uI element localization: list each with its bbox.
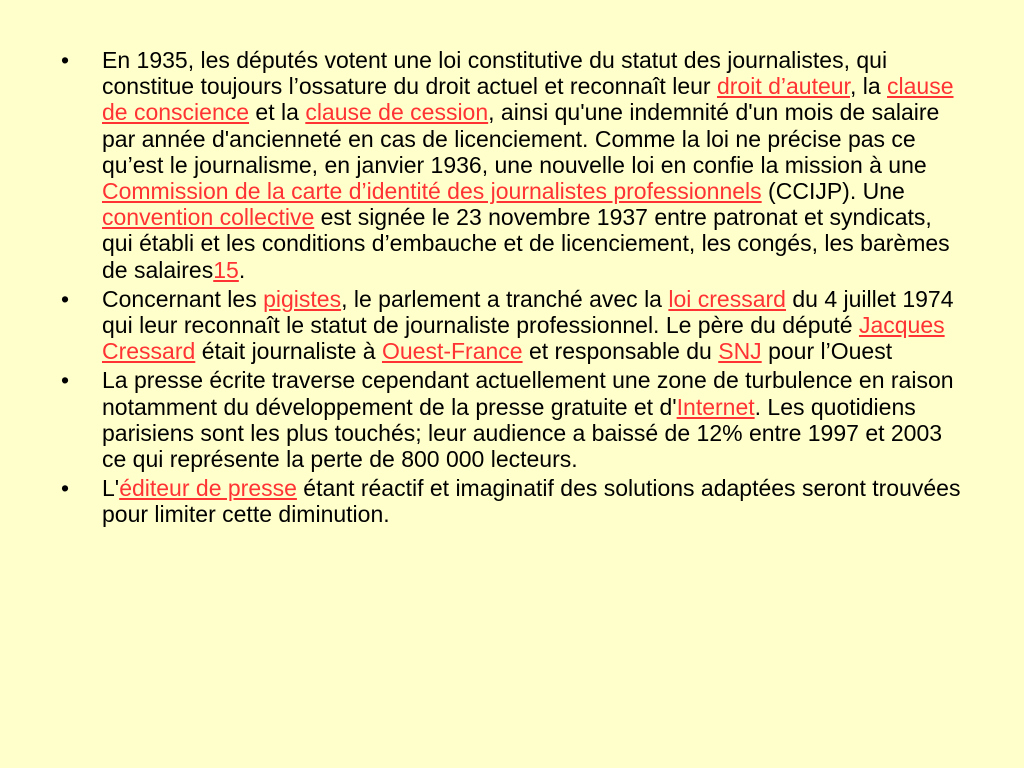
hyperlink[interactable]: clause de cession (305, 99, 489, 126)
bullet-text: (CCIJP). Une (761, 178, 905, 205)
bullet-text: étant réactif et imaginatif des solutions adaptées seront trouvées pour limiter cette diminution. (102, 475, 961, 528)
bullet-text: pour l’Ouest (761, 338, 893, 365)
hyperlink[interactable]: Internet (676, 393, 755, 420)
hyperlink[interactable]: SNJ (718, 338, 762, 365)
bullet-text: , le parlement a tranché avec la (341, 285, 669, 312)
bullet-dot: • (61, 47, 70, 73)
bullet-text: . (238, 256, 246, 283)
bullet-text: La presse écrite traverse cependant actuellement une zone de turbulence en raison notamment du développement de la presse gratuite et d' (102, 367, 954, 420)
bullet-item (0, 475, 968, 527)
hyperlink[interactable]: droit d’auteur (716, 73, 850, 100)
hyperlink[interactable]: 15 (213, 256, 239, 283)
hyperlink[interactable]: Commission de la carte d’identité des journalistes professionnels (102, 178, 762, 205)
hyperlink[interactable]: pigistes (263, 285, 342, 312)
bullet-text: , ainsi qu'une indemnité d'un mois de salaire par année d'ancienneté en cas de licenciement. Comme la loi ne précise pas ce qu’est le journalisme, en janvier 1936, une nouvelle loi en confie la mission à une (102, 99, 940, 178)
bullet-text: et la (249, 99, 306, 126)
bullet-text: En 1935, les députés votent une loi constitutive du statut des journalistes, qui constitue toujours l’ossature du droit actuel et reconnaît leur (102, 47, 888, 100)
bullet-text: L' (102, 475, 120, 502)
bullet-dot: • (61, 367, 70, 394)
bullet-dot: • (61, 285, 70, 312)
bullet-text: , la (849, 73, 888, 100)
hyperlink[interactable]: Ouest-France (381, 338, 523, 365)
bullet-text: du 4 juillet 1974 qui leur reconnaît le statut de journaliste professionnel. Le père du député (102, 285, 954, 339)
bullet-text: . Les quotidiens parisiens sont les plus touchés; leur audience a baissé de 12% entre 1997 et 2003 ce qui représente la perte de 800 000 lecteurs. (102, 393, 943, 473)
hyperlink[interactable]: éditeur de presse (119, 475, 297, 502)
bullet-text: et responsable du (522, 338, 719, 365)
bullet-item (0, 286, 968, 365)
bullet-text: est signée le 23 novembre 1937 entre patronat et syndicats, qui établi et les conditions d’embauche et de licenciement, les congés, les barèmes de salaires (102, 204, 950, 283)
hyperlink[interactable]: convention collective (102, 204, 315, 231)
bullet-text: était journaliste à (195, 338, 382, 365)
bullet-dot: • (61, 475, 70, 502)
bullet-text: Concernant les (102, 285, 264, 312)
hyperlink[interactable]: loi cressard (668, 285, 786, 312)
hyperlink[interactable]: clause de conscience (102, 73, 954, 126)
bullet-item (0, 367, 968, 472)
bullet-list (0, 47, 1024, 531)
hyperlink[interactable]: Jacques Cressard (102, 312, 945, 365)
bullet-item (0, 47, 968, 283)
